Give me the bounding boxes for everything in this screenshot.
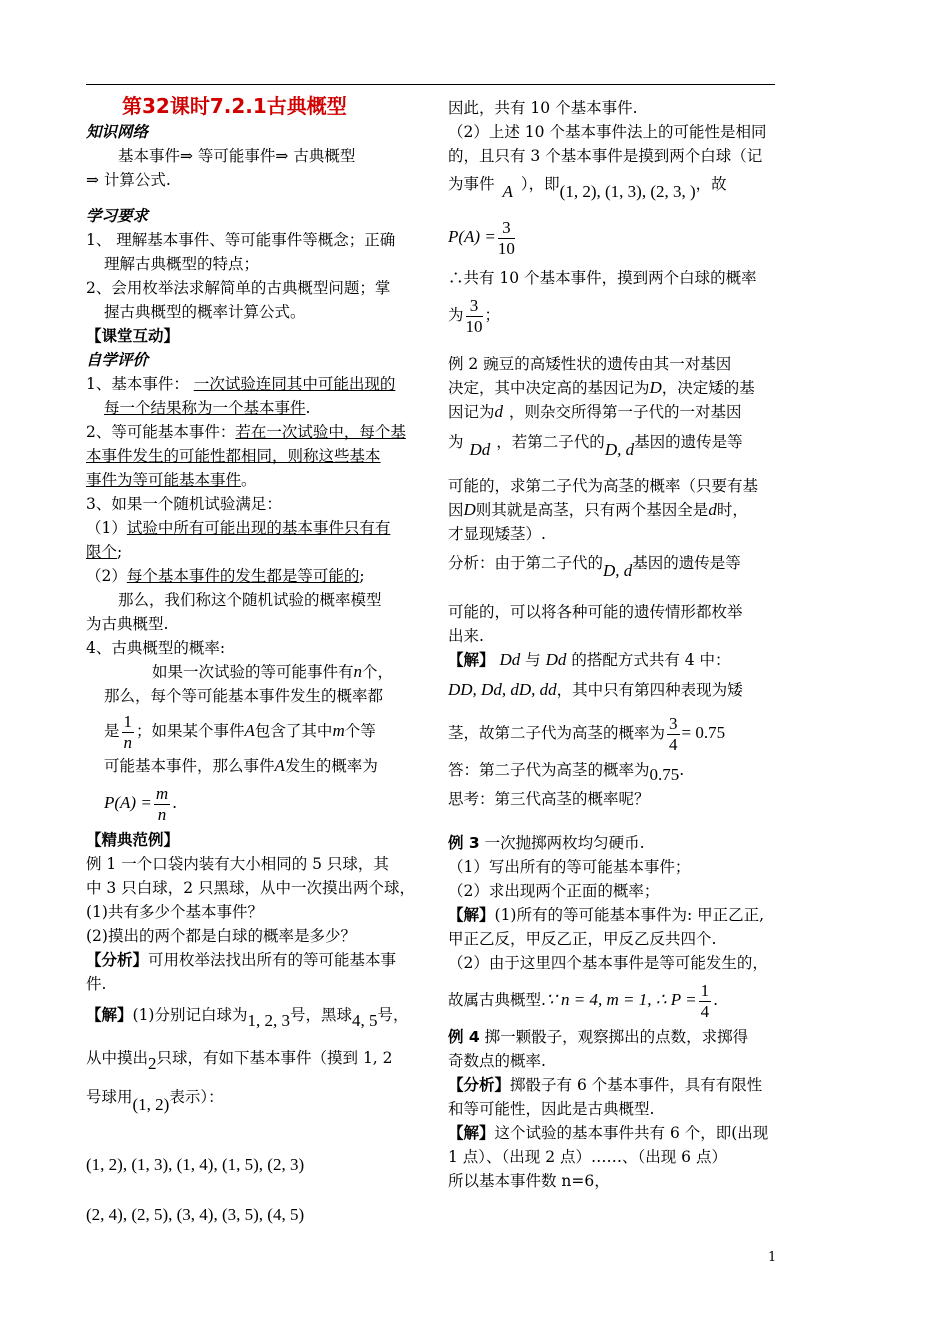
event-list-2: (2, 4), (2, 5), (3, 4), (3, 5), (4, 5) xyxy=(86,1205,305,1224)
r-formula xyxy=(448,208,783,266)
section-classroom: 【课堂互动】 xyxy=(86,327,180,345)
analysis-4 xyxy=(448,1073,783,1097)
sol4a-text: 这个试验的基本事件共有 6 个，即(出现 xyxy=(494,1124,769,1142)
fraction-den: 4 xyxy=(669,734,678,754)
probability-formula xyxy=(86,778,426,828)
def-2 xyxy=(86,420,426,444)
solution-4-line-3: 所以基本事件数 n=6， xyxy=(448,1172,610,1190)
solution-3-line-1 xyxy=(448,903,783,927)
math-2: 2 xyxy=(148,1054,157,1073)
e2c-pre: 因记为 xyxy=(448,403,495,421)
example-2-line-2 xyxy=(448,376,783,400)
math-D: D xyxy=(649,378,662,397)
def-1-cont xyxy=(86,396,426,420)
solution-2-line-1 xyxy=(448,648,783,672)
solution-2-line-2 xyxy=(448,672,783,708)
def-2-underline-2: 本事件发生的可能性都相同，则称这些基本 xyxy=(86,447,381,465)
fraction-num: 3 xyxy=(466,296,483,317)
example-2-line-3 xyxy=(448,400,783,424)
fraction-3-over-10-b xyxy=(466,296,483,337)
analysis-label: 【分析】 xyxy=(86,951,149,969)
r-line-7 xyxy=(448,290,783,340)
sol3d-end: . xyxy=(713,991,719,1009)
def-3c-cont: 为古典概型. xyxy=(86,615,169,633)
e2f-end: 时， xyxy=(716,501,748,519)
solution-4-line-2: 1 点）、（出现 2 点）……、（出现 6 点） xyxy=(448,1148,727,1166)
math-Dd: Dd xyxy=(469,440,491,459)
def-4c-mid2: 包含了其中 xyxy=(254,722,333,740)
def-2-underline: 若在一次试验中，每个基 xyxy=(235,423,406,441)
e2f-mid: 则其就是高茎，只有两个基因全是 xyxy=(475,501,709,519)
example-1-line-1: 例 1 一个口袋内装有大小相同的 5 只球，其 xyxy=(86,855,389,873)
def-3: 3、如果一个随机试验满足： xyxy=(86,495,282,513)
def-4d-pre: 可能基本事件，那么事件 xyxy=(104,757,275,775)
r4-end: ，故 xyxy=(695,175,727,193)
math-d: d xyxy=(494,402,504,421)
def-1-end: . xyxy=(305,399,311,417)
math-d-2: d xyxy=(708,500,717,519)
def-3a-underline-2: 限个 xyxy=(86,543,118,561)
fraction-num: m xyxy=(155,783,169,803)
r7-end: ； xyxy=(484,306,501,324)
example-3-q1: （1）写出所有的等可能基本事件； xyxy=(448,858,691,876)
math-123: 1, 2, 3 xyxy=(247,1011,290,1030)
r-line-2: （2）上述 10 个基本事件法上的可能性是相同 xyxy=(448,123,767,141)
example-2-line-5: 可能的，求第二子代为高茎的概率（只要有基 xyxy=(448,477,759,495)
def-3b-label: （2） xyxy=(86,567,127,585)
example-1-line-2: 中 3 只白球，2 只黑球，从中一次摸出两个球， xyxy=(86,879,416,897)
e3a-text: 一次抛掷两枚均匀硬币. xyxy=(479,834,645,852)
sol2b-end: ，其中只有第四种表现为矮 xyxy=(556,681,743,699)
section-knowledge-network: 知识网络 xyxy=(86,123,149,141)
fraction-m-over-n xyxy=(154,784,170,825)
def-3b xyxy=(86,564,426,588)
fraction-den: 10 xyxy=(497,238,515,258)
def-1-underline-2: 每一个结果称为一个基本事件 xyxy=(104,399,306,417)
page-number: 1 xyxy=(768,1250,777,1265)
def-1-underline: 一次试验连同其中可能出现的 xyxy=(193,375,396,393)
math-n: n xyxy=(353,662,363,681)
math-combos: DD, Dd, dD, dd xyxy=(448,680,557,699)
solution-3-end: 表示）： xyxy=(169,1088,224,1106)
fraction-1-over-4 xyxy=(699,981,712,1022)
solution-label: 【解】 xyxy=(448,906,495,924)
def-2-label: 2、等可能基本事件： xyxy=(86,423,236,441)
math-A: A xyxy=(502,182,513,201)
solution-3-line-3: （2）由于这里四个基本事件是等可能发生的， xyxy=(448,954,768,972)
e2c-end: ，则杂交所得第一子代的一对基因 xyxy=(509,403,742,421)
sol2a-end: 的搭配方式共有 4 中： xyxy=(571,651,731,669)
analysis-text-cont: 件. xyxy=(86,975,107,993)
sol3d-pre: 故属古典概型. xyxy=(448,991,546,1009)
analysis-4-cont: 和等可能性，因此是古典概型. xyxy=(448,1100,655,1118)
def-3c: 那么，我们称这个随机试验的概率模型 xyxy=(118,591,382,609)
solution-2-pre: 从中摸出 xyxy=(86,1049,149,1067)
example-2-line-4 xyxy=(448,424,783,468)
def-3b-end: ; xyxy=(359,567,365,585)
analysis-2-cont: 可能的，可以将各种可能的遗传情形都枚举 xyxy=(448,603,743,621)
e2d-end: 基因的遗传是等 xyxy=(634,433,743,451)
an4a-text: 掷骰子有 6 个基本事件，具有有限性 xyxy=(510,1076,763,1094)
def-1-label: 1、基本事件： xyxy=(86,375,189,393)
example-3-label: 例 3 xyxy=(448,834,480,852)
analysis-label: 【分析】 xyxy=(448,1076,511,1094)
def-2-underline-3: 事件为等可能基本事件 xyxy=(86,471,242,489)
def-3a-end: ; xyxy=(117,543,123,561)
analysis-2-cont2: 出来. xyxy=(448,627,484,645)
def-4b: 那么，每个等可能基本事件发生的概率都 xyxy=(104,687,384,705)
requirement-2: 2、会用枚举法求解简单的古典概型问题；掌 xyxy=(86,279,391,297)
requirement-1: 1、 理解基本事件、等可能事件等概念；正确 xyxy=(86,231,396,249)
an2a-end: 基因的遗传是等 xyxy=(632,554,741,572)
r7-pre: 为 xyxy=(448,306,464,324)
e2d-mid: ，若第二子代的 xyxy=(496,433,605,451)
ans-pre: 答：第二子代为高茎的概率为 xyxy=(448,761,650,779)
r-line-1: 因此，共有 10 个基本事件. xyxy=(448,99,638,117)
formula-pa: P(A) = xyxy=(448,227,496,246)
solution-label: 【解】 xyxy=(448,1124,495,1142)
solution-4-line-1 xyxy=(448,1121,783,1145)
right-column xyxy=(448,96,783,1193)
section-requirements: 学习要求 xyxy=(86,207,149,225)
def-4: 4、古典概型的概率: xyxy=(86,639,226,657)
example-1-analysis xyxy=(86,948,426,972)
def-4d-end: 发生的概率为 xyxy=(284,757,378,775)
math-A: A xyxy=(244,721,255,740)
def-4d xyxy=(86,754,426,778)
example-2-line-6 xyxy=(448,498,783,522)
fraction-num: 3 xyxy=(498,218,515,239)
def-3a xyxy=(86,516,426,540)
def-3a-underline: 试验中所有可能出现的基本事件只有有 xyxy=(126,519,391,537)
example-2-line-7: 才显现矮茎）. xyxy=(448,525,546,543)
fraction-num: 1 xyxy=(123,711,133,731)
math-D-2: D xyxy=(463,500,476,519)
e4a-text: 掷一颗骰子，观察掷出的点数，求掷得 xyxy=(479,1028,749,1046)
solution-line-2 xyxy=(86,1040,426,1082)
math-075: 0.75 xyxy=(649,765,680,784)
formula-end: . xyxy=(172,794,178,812)
section-self-eval: 自学评价 xyxy=(86,351,149,369)
fraction-den: 4 xyxy=(700,1001,710,1021)
formula-pa: P(A) = xyxy=(104,793,152,812)
sol3a-text: (1)所有的等可能基本事件为: 甲正乙正, xyxy=(494,906,765,924)
e2b-end: ，决定矮的基 xyxy=(661,379,755,397)
math-45: 4, 5 xyxy=(352,1011,378,1030)
def-2-cont2 xyxy=(86,468,426,492)
def-4c-end: 个等 xyxy=(344,722,376,740)
example-1-q2: (2)摸出的两个都是白球的概率是多少？ xyxy=(86,927,356,945)
math-Dd-pair-2: D, d xyxy=(603,561,633,580)
fraction-3-over-4 xyxy=(667,714,680,755)
sol2c-end: = 0.75 xyxy=(681,723,726,742)
solution-2-end: 只球，有如下基本事件（摸到 1, 2 xyxy=(156,1049,393,1067)
fraction-3-over-10 xyxy=(498,218,515,259)
network-line-1: 基本事件⇒ 等可能事件⇒ 古典概型 xyxy=(118,147,356,165)
requirement-2-cont: 握古典概型的概率计算公式。 xyxy=(104,303,306,321)
event-list-1: (1, 2), (1, 3), (1, 4), (1, 5), (2, 3) xyxy=(86,1155,305,1174)
solution-line-3 xyxy=(86,1082,426,1120)
requirement-1-cont: 理解古典概型的特点； xyxy=(104,255,260,273)
math-A-2: A xyxy=(274,756,285,775)
fraction-1-over-n xyxy=(122,712,135,753)
solution-1-end: 号， xyxy=(377,1006,409,1024)
fraction-den: n xyxy=(123,732,133,752)
math-Dd-a: Dd xyxy=(499,650,521,669)
solution-1-mid: 号，黑球 xyxy=(289,1006,352,1024)
solution-1-pre: (1)分别记白球为 xyxy=(132,1006,248,1024)
analysis-2 xyxy=(448,546,783,588)
def-3a-cont xyxy=(86,540,426,564)
def-4a-end: 个， xyxy=(362,663,394,681)
def-4c-pre: 是 xyxy=(104,722,120,740)
example-4-line-2: 奇数点的概率. xyxy=(448,1052,546,1070)
top-rule xyxy=(86,84,775,85)
math-pairs: (1, 2), (1, 3), (2, 3, ) xyxy=(559,182,696,201)
math-n-m-p: ∵ n = 4, m = 1, ∴ P = xyxy=(545,990,697,1009)
fraction-den: 10 xyxy=(465,316,483,336)
an2a-pre: 分析：由于第二子代的 xyxy=(448,554,604,572)
r4-pre: 为事件 xyxy=(448,175,495,193)
e2d-pre: 为 xyxy=(448,433,464,451)
analysis-text: 可用枚举法找出所有的等可能基本事 xyxy=(148,951,397,969)
def-2-cont xyxy=(86,444,426,468)
solution-3-pre: 号球用 xyxy=(86,1088,133,1106)
solution-label: 【解】 xyxy=(86,1006,133,1024)
r-line-4 xyxy=(448,168,783,208)
example-3-q2: （2）求出现两个正面的概率； xyxy=(448,882,660,900)
example-1-q1: (1)共有多少个基本事件？ xyxy=(86,903,263,921)
page-title: 第32课时7.2.1古典概型 xyxy=(122,94,347,118)
math-m: m xyxy=(332,721,345,740)
math-pair: (1, 2) xyxy=(132,1095,170,1114)
think-question: 思考：第三代高茎的概率呢？ xyxy=(448,790,650,808)
def-4a xyxy=(86,660,426,684)
example-4-line-1 xyxy=(448,1025,783,1049)
example-2-line-1: 例 2 豌豆的高矮性状的遗传由其一对基因 xyxy=(448,355,732,373)
def-4c-mid: ；如果某个事件 xyxy=(136,722,245,740)
solution-line-1 xyxy=(86,996,426,1040)
e2b-pre: 决定，其中决定高的基因记为 xyxy=(448,379,650,397)
def-2-end: 。 xyxy=(241,471,257,489)
r4-mid: ），即 xyxy=(520,175,560,193)
solution-3-line-4 xyxy=(448,975,783,1025)
math-Dd-b: Dd xyxy=(545,650,567,669)
solution-label: 【解】 xyxy=(448,651,495,669)
r-line-3: 的，且只有 3 个基本事件是摸到两个白球（记 xyxy=(448,147,763,165)
section-examples: 【精典范例】 xyxy=(86,831,180,849)
answer-2 xyxy=(448,758,783,787)
sol2c-pre: 茎，故第二子代为高茎的概率为 xyxy=(448,724,666,742)
def-3b-underline: 每个基本事件的发生都是等可能的 xyxy=(126,567,360,585)
left-column xyxy=(86,92,426,1240)
network-line-2: ⇒ 计算公式. xyxy=(86,171,171,189)
solution-3-line-2: 甲正乙反，甲反乙正，甲反乙反共四个. xyxy=(448,930,717,948)
def-3a-label: （1） xyxy=(86,519,127,537)
def-1 xyxy=(86,372,426,396)
fraction-num: 1 xyxy=(700,980,710,1000)
e2f-pre: 因 xyxy=(448,501,464,519)
def-4c xyxy=(86,708,426,754)
math-Dd-pair: D, d xyxy=(604,440,635,459)
example-3-line-1 xyxy=(448,831,783,855)
solution-2-line-3 xyxy=(448,708,783,758)
sol2a-mid: 与 xyxy=(525,651,541,669)
fraction-num: 3 xyxy=(669,713,678,733)
r-line-6: ∴共有 10 个基本事件，摸到两个白球的概率 xyxy=(448,269,757,287)
ans-end: . xyxy=(679,761,685,779)
def-4a-text: 如果一次试验的等可能事件有 xyxy=(152,663,354,681)
fraction-den: n xyxy=(157,804,167,824)
example-4-label: 例 4 xyxy=(448,1028,480,1046)
